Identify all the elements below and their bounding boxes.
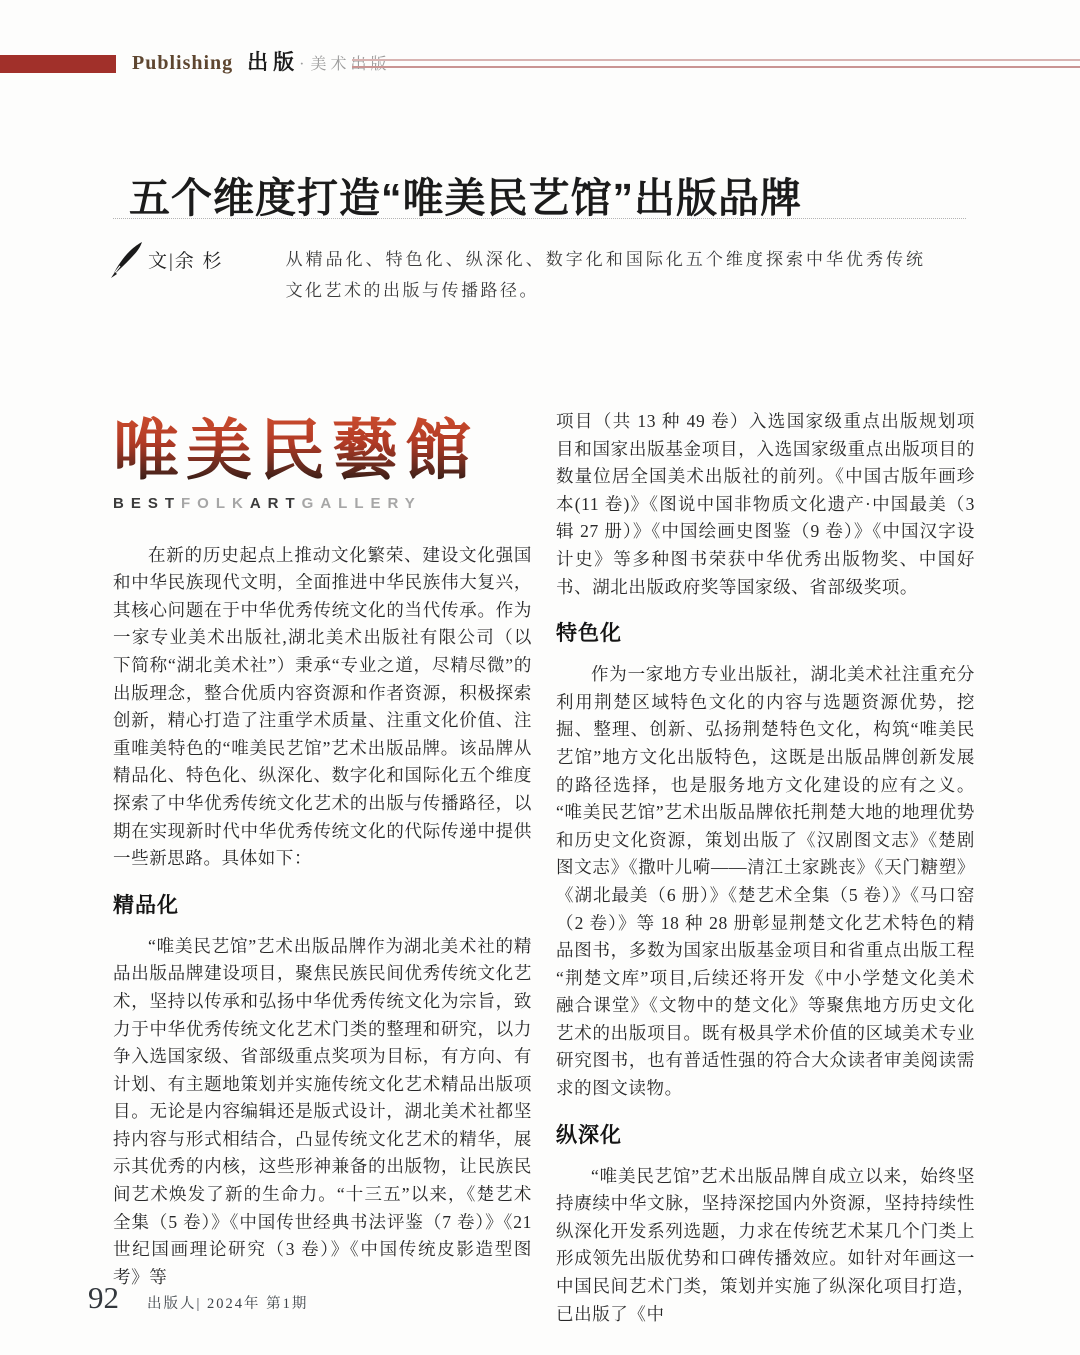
tesehua-paragraph: 作为一家地方专业出版社，湖北美术社注重充分利用荆楚区域特色文化的内容与选题资源优势，挖掘、整理、创新、弘扬荆楚特色文化，构筑“唯美民艺馆”地方文化出版特色，这既是出版品牌创新发展的路径选择，也是服务地方文化建设的应有之义。“唯美民艺馆”艺术出版品牌依托荆楚大地的地理优势和历史文化资源，策划出版了《汉剧图文志》《楚剧图文志》《撒叶儿嗬——清江土家跳丧》《天门糖塑》《湖北最美（6 册）》《楚艺术全集（5 卷）》《马口窑（2 卷）》等 18 种 28 册彰显荆楚文化艺术特色的精品图书，多数为国家出版基金项目和省重点出版工程“荆楚文库”项目,后续还将开发《中小学楚文化美术融合课堂》《文物中的楚文化》等聚焦地方历史文化艺术的出版项目。既有极具学术价值的区域美术专业研究图书，也有普适性强的符合大众读者审美阅读需求的图文读物。 — [556, 664, 975, 1099]
header-tag-en: Publishing — [132, 52, 234, 74]
byline — [110, 240, 980, 306]
article-title: 五个维度打造“唯美民艺馆”出版品牌 — [129, 175, 802, 222]
header-double-rule — [352, 59, 1080, 68]
byline-author: 文|余 杉 — [148, 251, 224, 272]
header-section-label: 美术出版 — [310, 56, 391, 73]
byline-summary: 从精品化、特色化、纵深化、数字化和国际化五个维度探索中华优秀传统文化艺术的出版与传播路径。 — [285, 250, 926, 300]
zongshenhua-paragraph: “唯美民艺馆”艺术出版品牌自成立以来，始终坚持赓续中华文脉，坚持深挖国内外资源，坚持持续性纵深化开发系列选题，力求在传统艺术某几个门类上形成领先出版优势和口碑传播效应。如针对年画这一中国民间艺术门类，策划并实施了纵深化项目打造，已出版了《中 — [556, 1165, 975, 1324]
article-columns — [113, 408, 975, 1334]
brand-logo — [113, 414, 532, 512]
header-dot-separator: · — [299, 56, 305, 73]
brand-logo-chinese: 唯美民藝館 — [113, 414, 532, 487]
quill-pen-icon — [110, 242, 144, 278]
logo-word-best: BEST — [113, 494, 182, 512]
left-column — [113, 408, 532, 1334]
page-footer — [88, 1280, 308, 1316]
right-column — [556, 408, 975, 1334]
journal-issue-label: 出版人| 2024年 第1期 — [147, 1296, 309, 1312]
header-tag-cn: 出版 — [247, 51, 300, 74]
section-heading-zongshenhua: 纵深化 — [556, 1123, 622, 1147]
intro-paragraph: 在新的历史起点上推动文化繁荣、建设文化强国和中华民族现代文明，全面推进中华民族伟大复兴，其核心问题在于中华优秀传统文化的当代传承。作为一家专业美术出版社,湖北美术出版社有限公司（以下简称“湖北美术社”）秉承“专业之道，尽精尽微”的出版理念，整合优质内容资源和作者资源，积极探索创新，精心打造了注重学术质量、注重文化价值、注重唯美特色的“唯美民艺馆”艺术出版品牌。该品牌从精品化、特色化、纵深化、数字化和国际化五个维度探索了中华优秀传统文化艺术的出版与传播路径，以期在实现新时代中华优秀传统文化的代际传递中提供一些新思路。具体如下： — [113, 544, 532, 869]
jingpinhua-paragraph-continued: 项目（共 13 种 49 卷）入选国家级重点出版规划项目和国家出版基金项目，入选国家级重点出版项目的数量位居全国美术出版社的前列。《中国古版年画珍本(11 卷)》《图说中国非物质文化遗产·中国最美（3 辑 27 册）》《中国绘画史图鉴（9 卷）》《中国汉字设计史》等多种图书荣获中华优秀出版物奖、中国好书、湖北出版政府奖等国家级、省部级奖项。 — [556, 411, 975, 597]
header-red-block — [0, 55, 116, 73]
brand-logo-english — [113, 495, 532, 512]
jingpinhua-paragraph: “唯美民艺馆”艺术出版品牌作为湖北美术社的精品出版品牌建设项目，聚焦民族民间优秀传统文化艺术，坚持以传承和弘扬中华优秀传统文化为宗旨，致力于中华优秀传统文化艺术门类的整理和研究，以力争入选国家级、省部级重点奖项为目标，有方向、有计划、有主题地策划并实施传统文化艺术精品出版项目。无论是内容编辑还是版式设计，湖北美术社都坚持内容与形式相结合，凸显传统文化艺术的精华，展示其优秀的内核，这些形神兼备的出版物，让民族民间艺术焕发了新的生命力。“十三五”以来，《楚艺术全集（5 卷）》《中国传世经典书法评鉴（7 卷）》《21 世纪国画理论研究（3 卷）》《中国传统皮影造型图考》等 — [113, 935, 532, 1287]
logo-word-gallery: GALLERY — [301, 494, 422, 512]
section-heading-tesehua: 特色化 — [556, 622, 622, 646]
section-heading-jingpinhua: 精品化 — [113, 893, 179, 917]
logo-word-art: ART — [249, 494, 302, 512]
title-dotted-rule — [113, 218, 966, 219]
page-number: 92 — [88, 1280, 119, 1315]
logo-word-folk: FOLK — [181, 494, 250, 512]
